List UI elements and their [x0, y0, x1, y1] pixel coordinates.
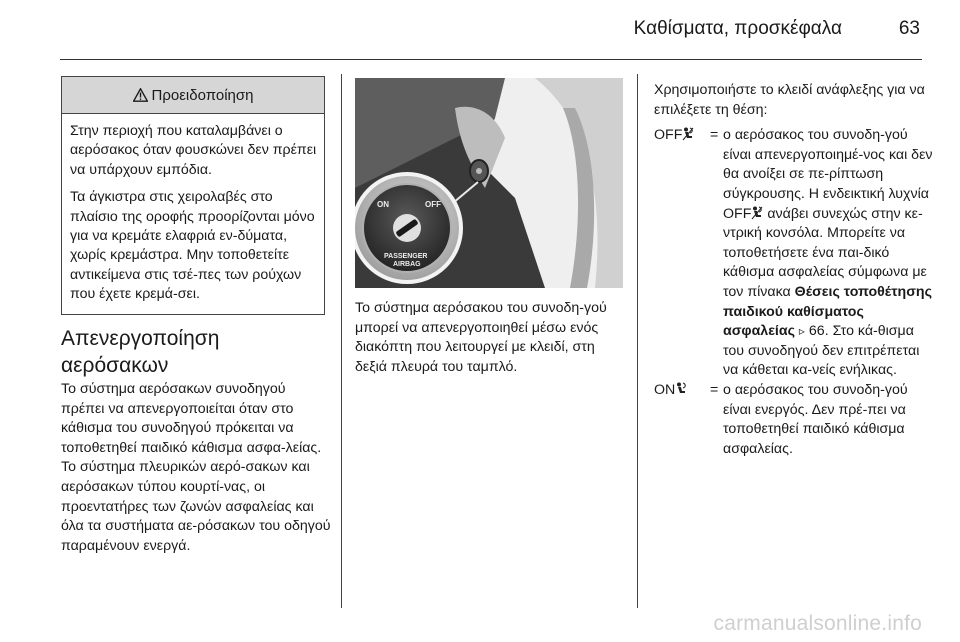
- warning-header: [62, 77, 324, 114]
- warning-paragraph: Στην περιοχή που καταλαμβάνει ο αερόσακος όταν φουσκώνει δεν πρέπει να υπάρχουν εμπόδια.: [70, 123, 317, 178]
- option-on-key: ON: [654, 381, 687, 401]
- option-off-description: ο αερόσακος του συνοδη-γού είναι απενεργοποιημέ-νος και δεν θα ανοίξει σε πε-ρίπτωση σύγκρουσης. Η ενδεικτική λυχνία OFF ανάβει συνεχώς στην κε-ντρική κονσόλα. Μπορείτε να τοποθετήσετε ένα παι-δικό κάθισμα ασφαλείας σύμφωνα με τον πίνακα Θέσεις τοποθέτησης παιδικού καθίσματος ασφαλείας ▹ 66. Στο κά-θισμα του συνοδηγού δεν επιτρέπεται να κάθεται κα-νείς ενήλικας.: [723, 127, 933, 379]
- watermark: carmanualsonline.info: [713, 612, 922, 635]
- option-on-equals: =: [710, 381, 719, 398]
- warning-paragraph: Τα άγκιστρα στις χειρολαβές στο πλαίσιο της οροφής προορίζονται μόνο για να κρεμάτε ελαφριά εν-δύματα, χωρίς κρεμάστρα. Μην τοποθετείτε αντικείμενα στις τσέ-πες των ρούχων που έχετε κρεμά-σει.: [70, 189, 315, 303]
- option-off: [654, 126, 934, 381]
- child-seat-table-link[interactable]: Θέσεις τοποθέτησης παιδικού καθίσματος ασφαλείας: [723, 283, 932, 340]
- airbag-on-icon: [675, 382, 687, 396]
- column-divider-left: [341, 74, 342, 608]
- figure-caption: Το σύστημα αερόσακου του συνοδη-γού μπορεί να απενεργοποιηθεί μέσω ενός διακόπτη που λειτουργεί με κλειδί, στη δεξιά πλευρά του ταμπλό.: [355, 300, 607, 375]
- section-body: Το σύστημα αερόσακων συνοδηγού πρέπει να απενεργοποιείται όταν στο κάθισμα του συνοδηγού πρόκειται να τοποθετηθεί παιδικό κάθισμα ασφα-λείας. Το σύστημα πλευρικών αερό-σακων και αερόσακων τύπου κουρτί-νας, οι προεντατήρες των ζωνών ασφαλείας και όλα τα συστήματα αε-ρόσακων του οδηγού παραμένουν ενεργά.: [61, 381, 331, 554]
- section-heading: Απενεργοποίηση αερόσακων: [61, 327, 220, 377]
- warning-triangle-icon: [133, 88, 148, 102]
- warning-title: Προειδοποίηση: [151, 86, 254, 104]
- airbag-off-icon: [751, 206, 763, 220]
- column-divider-right: [637, 74, 638, 608]
- reference-page-number: 66: [808, 323, 825, 340]
- header-divider: [60, 59, 922, 60]
- switch-airbag-label: AIRBAG: [393, 261, 421, 268]
- instructions-intro: Χρησιμοποιήστε το κλειδί ανάφλεξης για να επιλέξετε τη θέση:: [654, 82, 925, 118]
- option-off-equals: =: [710, 127, 719, 144]
- page-reference-icon: ▹: [798, 324, 805, 339]
- airbag-off-icon: [682, 127, 694, 141]
- svg-text:ON: ON: [377, 200, 389, 209]
- passenger-airbag-switch-photo: [355, 78, 623, 288]
- page-number: 63: [898, 18, 920, 39]
- instructions-column: [654, 81, 934, 459]
- header-title: Καθίσματα, προσκέφαλα: [633, 18, 842, 39]
- option-off-key: OFF: [654, 126, 694, 146]
- switch-off-label: OFF: [425, 200, 441, 209]
- option-on-description: ο αερόσακος του συνοδη-γού είναι ενεργός. Δεν πρέ-πει να τοποθετηθεί παιδικό κάθισμα ασφαλείας.: [723, 381, 908, 457]
- option-on: [654, 381, 934, 459]
- warning-box: [61, 76, 325, 315]
- switch-passenger-label: PASSENGER: [384, 253, 428, 260]
